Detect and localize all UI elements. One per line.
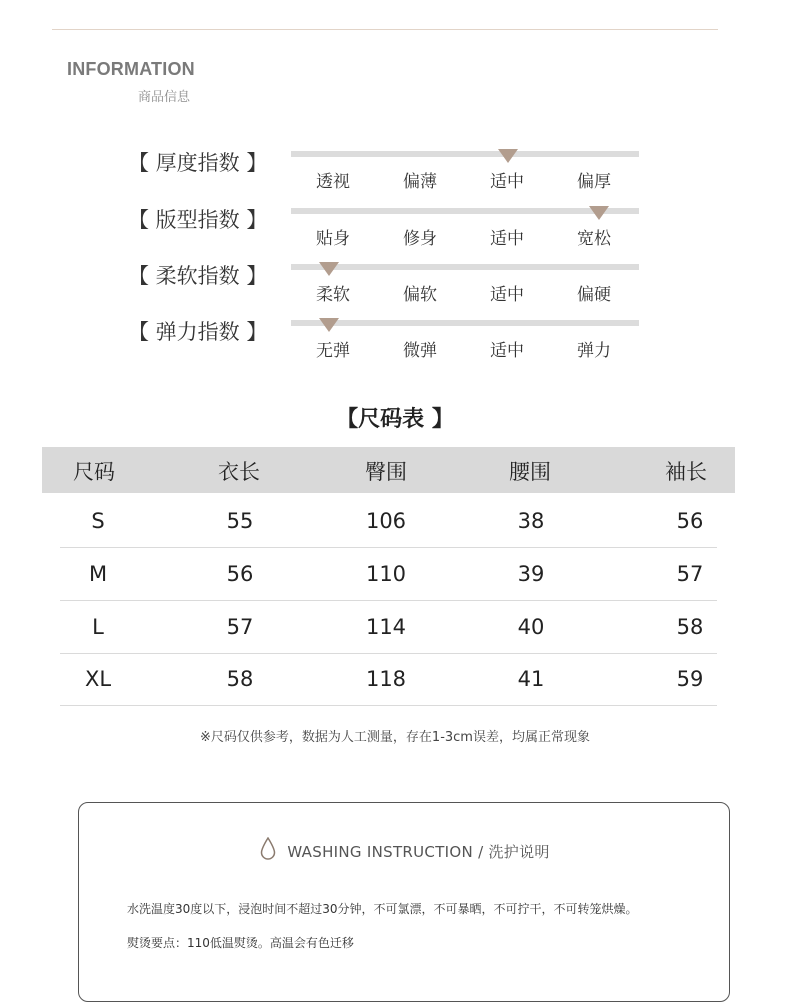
index-option: 无弹 (316, 341, 350, 361)
table-cell: 57 (226, 615, 254, 639)
index-option: 宽松 (577, 229, 611, 249)
washing-instruction-box (78, 802, 730, 1002)
table-cell: 41 (517, 667, 545, 691)
washing-title-row (79, 837, 731, 865)
size-table-header (42, 447, 735, 493)
table-cell: 56 (676, 509, 704, 533)
table-cell: L (92, 615, 104, 639)
table-cell: 110 (365, 562, 407, 586)
table-cell: S (91, 509, 105, 533)
fit-index (0, 208, 790, 258)
header-cell: 衣长 (218, 460, 260, 484)
elasticity-index (0, 320, 790, 370)
index-option: 适中 (490, 341, 524, 361)
washing-line: 水洗温度30度以下，浸泡时间不超过30分钟，不可氯漂，不可暴晒，不可拧干，不可转笼烘燥。 (127, 902, 638, 916)
table-cell: XL (84, 667, 112, 691)
index-label: 【 版型指数 】 (128, 208, 268, 232)
table-row (60, 653, 717, 706)
water-drop-icon (260, 837, 276, 865)
index-option: 微弹 (403, 341, 437, 361)
index-option: 柔软 (316, 285, 350, 305)
section-title: INFORMATION (67, 59, 195, 79)
table-cell: 58 (226, 667, 254, 691)
table-cell: M (88, 562, 108, 586)
index-option: 适中 (490, 172, 524, 192)
index-option: 偏软 (403, 285, 437, 305)
table-cell: 56 (226, 562, 254, 586)
header-cell: 臀围 (365, 460, 407, 484)
index-marker (498, 149, 518, 163)
index-option: 贴身 (316, 229, 350, 249)
table-row (60, 495, 717, 548)
top-divider (52, 29, 718, 30)
table-cell: 40 (517, 615, 545, 639)
table-cell: 106 (365, 509, 407, 533)
index-option: 修身 (403, 229, 437, 249)
index-bar (291, 320, 639, 326)
index-label: 【 柔软指数 】 (128, 264, 268, 288)
index-marker (589, 206, 609, 220)
table-cell: 114 (365, 615, 407, 639)
index-label: 【 弹力指数 】 (128, 320, 268, 344)
table-cell: 57 (676, 562, 704, 586)
washing-title: WASHING INSTRUCTION / 洗护说明 (287, 842, 550, 861)
index-bar (291, 264, 639, 270)
size-note: ※尺码仅供参考，数据为人工测量，存在1-3cm误差，均属正常现象 (200, 730, 590, 745)
index-label: 【 厚度指数 】 (128, 151, 268, 175)
thickness-index (0, 151, 790, 201)
index-option: 偏薄 (403, 172, 437, 192)
index-option: 弹力 (577, 341, 611, 361)
index-marker (319, 318, 339, 332)
index-option: 透视 (316, 172, 350, 192)
index-option: 偏硬 (577, 285, 611, 305)
table-row (60, 601, 717, 654)
table-cell: 58 (676, 615, 704, 639)
index-marker (319, 262, 339, 276)
table-cell: 38 (517, 509, 545, 533)
header-cell: 尺码 (73, 460, 115, 484)
index-option: 偏厚 (577, 172, 611, 192)
washing-line: 熨烫要点：110低温熨烫。高温会有色迁移 (127, 936, 354, 950)
header-cell: 袖长 (665, 460, 707, 484)
table-cell: 39 (517, 562, 545, 586)
table-cell: 118 (365, 667, 407, 691)
header-cell: 腰围 (509, 460, 551, 484)
index-option: 适中 (490, 285, 524, 305)
index-bar (291, 151, 639, 157)
softness-index (0, 264, 790, 314)
table-cell: 55 (226, 509, 254, 533)
index-bar (291, 208, 639, 214)
table-row (60, 548, 717, 601)
index-option: 适中 (490, 229, 524, 249)
table-cell: 59 (676, 667, 704, 691)
section-subtitle: 商品信息 (138, 90, 191, 105)
size-chart-title: 【尺码表 】 (336, 407, 454, 432)
